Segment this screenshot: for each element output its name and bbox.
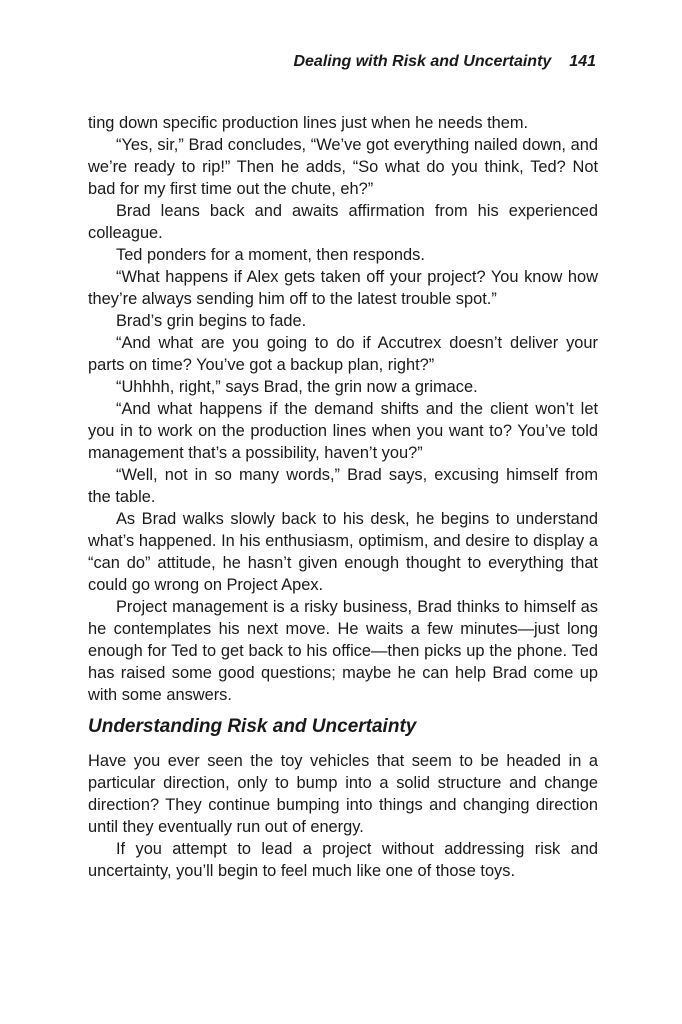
paragraph: As Brad walks slowly back to his desk, he begins to understand what’s happened. In his enthusiasm, optimism, and desire to display a “can do” attitude, he hasn’t given enough thought to everything that could go wrong on Project Apex. — [88, 510, 598, 594]
running-head-title: Dealing with Risk and Uncertainty — [293, 53, 552, 70]
paragraph: “And what are you going to do if Accutrex doesn’t deliver your parts on time? You’ve got a backup plan, right?” — [88, 334, 598, 374]
paragraph: Brad’s grin begins to fade. — [116, 312, 307, 330]
paragraph: “Well, not in so many words,” Brad says, excusing himself from the table. — [88, 466, 598, 506]
narrative-section — [88, 112, 598, 706]
section-heading: Understanding Risk and Uncertainty — [88, 716, 417, 737]
paragraph: “Yes, sir,” Brad concludes, “We’ve got everything nailed down, and we’re ready to rip!” Then he adds, “So what do you think, Ted? Not bad for my first time out the chute, eh?” — [88, 136, 598, 198]
running-head — [293, 53, 596, 71]
paragraph: “And what happens if the demand shifts and the client won’t let you in to work on the production lines when you want to? You’ve told management that’s a possibility, haven’t you?” — [88, 400, 598, 462]
body-text — [88, 112, 598, 882]
paragraph: “Uhhhh, right,” says Brad, the grin now a grimace. — [116, 378, 478, 396]
paragraph: Brad leans back and awaits affirmation from his experienced colleague. — [88, 202, 598, 242]
section-body — [88, 750, 598, 882]
paragraph: “What happens if Alex gets taken off your project? You know how they’re always sending him off to the latest trouble spot.” — [88, 268, 598, 308]
paragraph: Ted ponders for a moment, then responds. — [116, 246, 425, 264]
paragraph: If you attempt to lead a project without addressing risk and uncertainty, you’ll begin to feel much like one of those toys. — [88, 840, 598, 880]
paragraph: ting down specific production lines just when he needs them. — [88, 114, 529, 132]
paragraph: Project management is a risky business, Brad thinks to himself as he contemplates his next move. He waits a few minutes—just long enough for Ted to get back to his office—then picks up the phone. Ted has raised some good questions; maybe he can help Brad come up with some answers. — [88, 598, 598, 704]
page-number: 141 — [569, 53, 596, 70]
paragraph: Have you ever seen the toy vehicles that seem to be headed in a particular direction, only to bump into a solid structure and change direction? They continue bumping into things and changing direction until they eventually run out of energy. — [88, 752, 598, 836]
